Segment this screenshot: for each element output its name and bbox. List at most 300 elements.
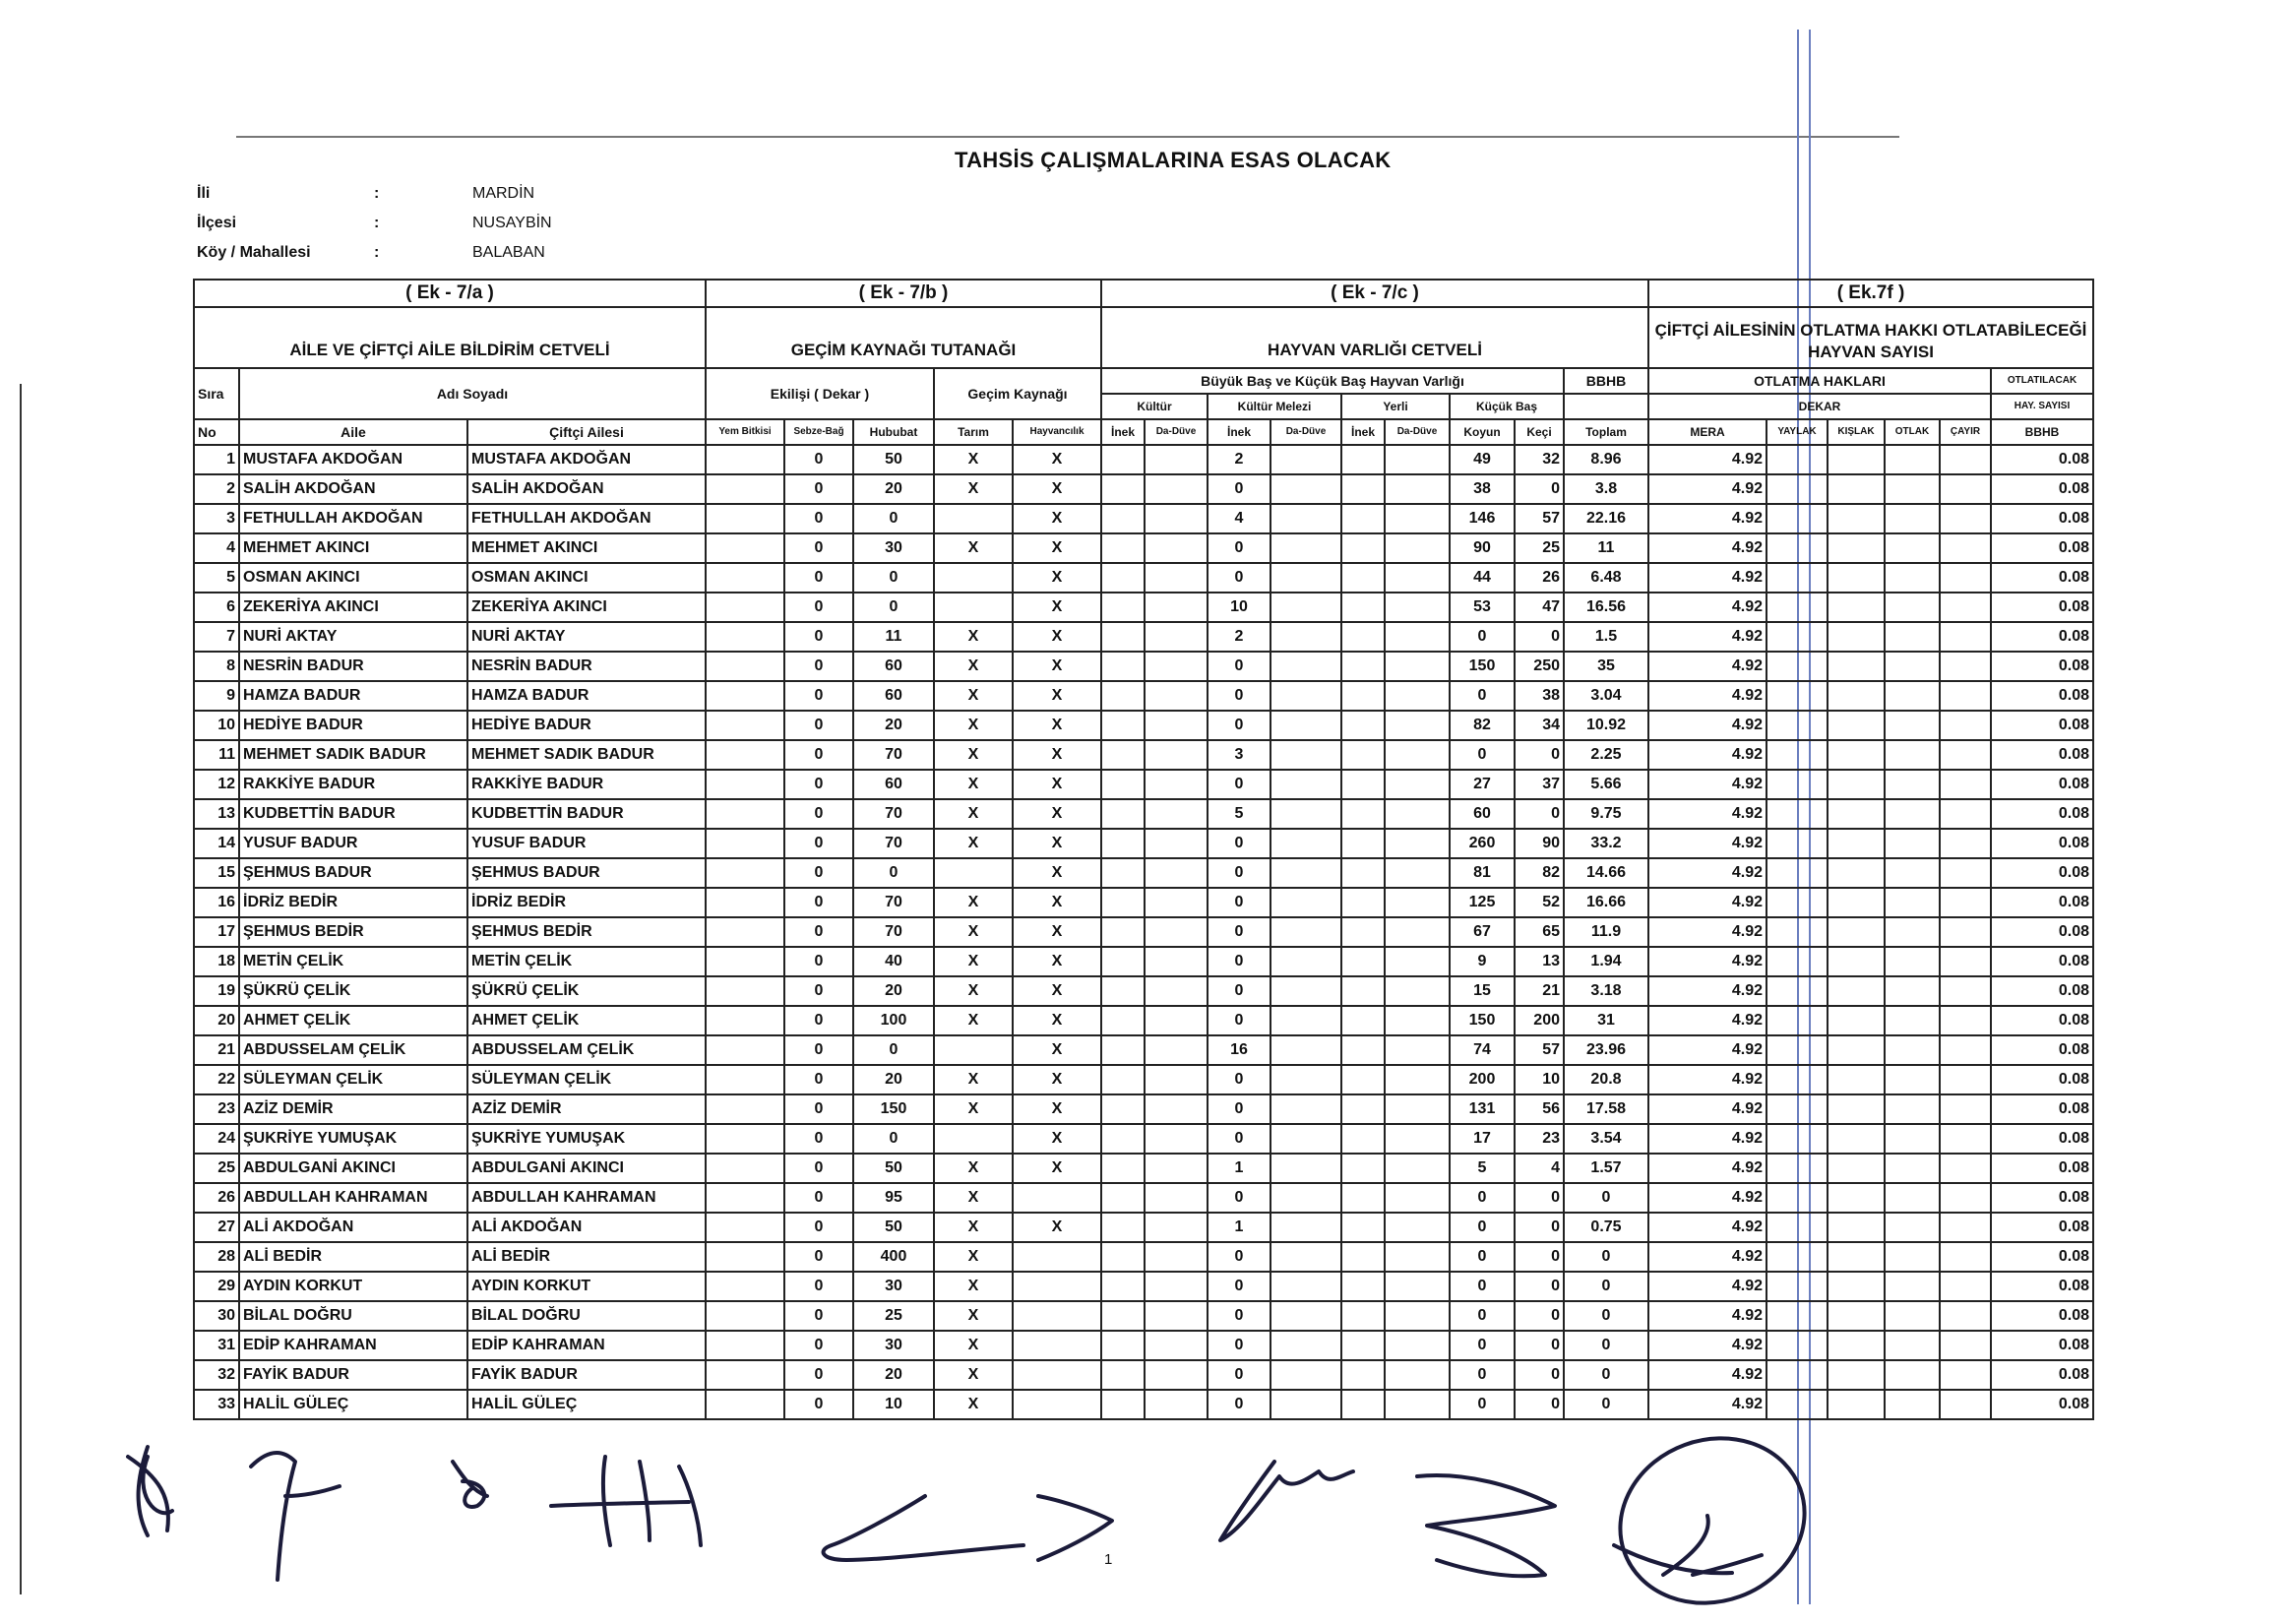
cell-hububat: 0 bbox=[853, 858, 934, 888]
cell-toplam: 17.58 bbox=[1564, 1094, 1648, 1124]
cell-keci: 0 bbox=[1515, 1331, 1564, 1360]
cell-ciftci-ailesi: AYDIN KORKUT bbox=[467, 1272, 706, 1301]
cell-toplam: 33.2 bbox=[1564, 829, 1648, 858]
section-otlatma: ÇİFTÇİ AİLESİNİN OTLATMA HAKKI OTLATABİLECEĞİ HAYVAN SAYISI bbox=[1648, 307, 2093, 368]
header-sira: Sıra bbox=[194, 368, 239, 419]
cell-koyun: 38 bbox=[1450, 474, 1515, 504]
cell-melez-inek: 0 bbox=[1208, 888, 1270, 917]
cell-keci: 21 bbox=[1515, 976, 1564, 1006]
cell-bbhb: 0.08 bbox=[1991, 711, 2093, 740]
signature-6 bbox=[1038, 1496, 1112, 1560]
cell-hububat: 40 bbox=[853, 947, 934, 976]
cell-aile: RAKKİYE BADUR bbox=[239, 770, 467, 799]
cell-tarim: X bbox=[934, 1094, 1013, 1124]
meta-value-koy: BALABAN bbox=[472, 244, 545, 261]
cell-hayvancilik: X bbox=[1013, 1154, 1101, 1183]
cell-aile: AYDIN KORKUT bbox=[239, 1272, 467, 1301]
cell-bbhb: 0.08 bbox=[1991, 976, 2093, 1006]
cell-melez-inek: 16 bbox=[1208, 1035, 1270, 1065]
meta-value-il: MARDİN bbox=[472, 185, 535, 202]
cell-mera: 4.92 bbox=[1648, 1242, 1766, 1272]
cell-koyun: 5 bbox=[1450, 1154, 1515, 1183]
cell-koyun: 0 bbox=[1450, 1301, 1515, 1331]
cell-bbhb: 0.08 bbox=[1991, 622, 2093, 652]
cell-ciftci-ailesi: FAYİK BADUR bbox=[467, 1360, 706, 1390]
cell-aile: MEHMET SADIK BADUR bbox=[239, 740, 467, 770]
cell-toplam: 16.66 bbox=[1564, 888, 1648, 917]
cell-sebze-bag: 0 bbox=[784, 976, 853, 1006]
cell-no: 15 bbox=[194, 858, 239, 888]
cell-hayvancilik: X bbox=[1013, 976, 1101, 1006]
cell-koyun: 53 bbox=[1450, 593, 1515, 622]
cell-no: 2 bbox=[194, 474, 239, 504]
cell-sebze-bag: 0 bbox=[784, 1154, 853, 1183]
cell-toplam: 2.25 bbox=[1564, 740, 1648, 770]
cell-no: 7 bbox=[194, 622, 239, 652]
cell-koyun: 90 bbox=[1450, 533, 1515, 563]
cell-hayvancilik: X bbox=[1013, 652, 1101, 681]
header-ek7c: ( Ek - 7/c ) bbox=[1101, 280, 1648, 307]
cell-sebze-bag: 0 bbox=[784, 504, 853, 533]
section-hayvan: HAYVAN VARLIĞI CETVELİ bbox=[1101, 307, 1648, 368]
cell-tarim: X bbox=[934, 1360, 1013, 1390]
cell-melez-inek: 5 bbox=[1208, 799, 1270, 829]
cell-mera: 4.92 bbox=[1648, 652, 1766, 681]
cell-hayvancilik: X bbox=[1013, 770, 1101, 799]
cell-mera: 4.92 bbox=[1648, 1065, 1766, 1094]
cell-toplam: 3.18 bbox=[1564, 976, 1648, 1006]
cell-toplam: 0 bbox=[1564, 1390, 1648, 1419]
cell-mera: 4.92 bbox=[1648, 1390, 1766, 1419]
col-hayvancilik: Hayvancılık bbox=[1013, 419, 1101, 445]
section-gecim: GEÇİM KAYNAĞI TUTANAĞI bbox=[706, 307, 1101, 368]
cell-bbhb: 0.08 bbox=[1991, 593, 2093, 622]
cell-melez-inek: 0 bbox=[1208, 563, 1270, 593]
signature-4 bbox=[551, 1457, 701, 1545]
col-kislak: KIŞLAK bbox=[1828, 419, 1885, 445]
cell-mera: 4.92 bbox=[1648, 1124, 1766, 1154]
cell-mera: 4.92 bbox=[1648, 593, 1766, 622]
cell-tarim: X bbox=[934, 711, 1013, 740]
cell-koyun: 0 bbox=[1450, 1331, 1515, 1360]
cell-no: 13 bbox=[194, 799, 239, 829]
cell-melez-inek: 2 bbox=[1208, 622, 1270, 652]
cell-aile: ALİ AKDOĞAN bbox=[239, 1213, 467, 1242]
cell-bbhb: 0.08 bbox=[1991, 740, 2093, 770]
cell-bbhb: 0.08 bbox=[1991, 1183, 2093, 1213]
cell-koyun: 15 bbox=[1450, 976, 1515, 1006]
cell-aile: HALİL GÜLEÇ bbox=[239, 1390, 467, 1419]
cell-toplam: 31 bbox=[1564, 1006, 1648, 1035]
header-ekilisi: Ekilişi ( Dekar ) bbox=[706, 368, 934, 419]
cell-hayvancilik: X bbox=[1013, 740, 1101, 770]
cell-sebze-bag: 0 bbox=[784, 1272, 853, 1301]
cell-ciftci-ailesi: ABDULGANİ AKINCI bbox=[467, 1154, 706, 1183]
cell-no: 25 bbox=[194, 1154, 239, 1183]
cell-hayvancilik: X bbox=[1013, 829, 1101, 858]
cell-hububat: 30 bbox=[853, 533, 934, 563]
col-toplam: Toplam bbox=[1564, 419, 1648, 445]
cell-toplam: 0 bbox=[1564, 1272, 1648, 1301]
cell-sebze-bag: 0 bbox=[784, 947, 853, 976]
cell-hububat: 0 bbox=[853, 1124, 934, 1154]
cell-ciftci-ailesi: METİN ÇELİK bbox=[467, 947, 706, 976]
cell-mera: 4.92 bbox=[1648, 829, 1766, 858]
cell-keci: 52 bbox=[1515, 888, 1564, 917]
cell-tarim: X bbox=[934, 770, 1013, 799]
cell-tarim: X bbox=[934, 1331, 1013, 1360]
cell-keci: 0 bbox=[1515, 1183, 1564, 1213]
cell-tarim: X bbox=[934, 652, 1013, 681]
cell-melez-inek: 2 bbox=[1208, 445, 1270, 474]
col-otlak: OTLAK bbox=[1885, 419, 1940, 445]
cell-melez-inek: 0 bbox=[1208, 1065, 1270, 1094]
cell-melez-inek: 1 bbox=[1208, 1154, 1270, 1183]
cell-tarim: X bbox=[934, 1390, 1013, 1419]
col-mera: MERA bbox=[1648, 419, 1766, 445]
cell-hayvancilik: X bbox=[1013, 504, 1101, 533]
cell-mera: 4.92 bbox=[1648, 533, 1766, 563]
cell-sebze-bag: 0 bbox=[784, 799, 853, 829]
cell-sebze-bag: 0 bbox=[784, 1390, 853, 1419]
cell-keci: 57 bbox=[1515, 504, 1564, 533]
cell-ciftci-ailesi: ABDULLAH KAHRAMAN bbox=[467, 1183, 706, 1213]
cell-hububat: 0 bbox=[853, 593, 934, 622]
cell-toplam: 0 bbox=[1564, 1331, 1648, 1360]
cell-hububat: 100 bbox=[853, 1006, 934, 1035]
cell-mera: 4.92 bbox=[1648, 563, 1766, 593]
cell-hububat: 60 bbox=[853, 770, 934, 799]
meta-value-ilce: NUSAYBİN bbox=[472, 215, 552, 231]
cell-keci: 34 bbox=[1515, 711, 1564, 740]
cell-sebze-bag: 0 bbox=[784, 622, 853, 652]
col-ciftci-ailesi: Çiftçi Ailesi bbox=[467, 419, 706, 445]
signature-9-stroke bbox=[1614, 1516, 1762, 1575]
cell-aile: NESRİN BADUR bbox=[239, 652, 467, 681]
cell-sebze-bag: 0 bbox=[784, 711, 853, 740]
cell-ciftci-ailesi: EDİP KAHRAMAN bbox=[467, 1331, 706, 1360]
cell-tarim: X bbox=[934, 1213, 1013, 1242]
cell-bbhb: 0.08 bbox=[1991, 652, 2093, 681]
cell-hububat: 60 bbox=[853, 681, 934, 711]
cell-hububat: 95 bbox=[853, 1183, 934, 1213]
cell-no: 5 bbox=[194, 563, 239, 593]
cell-hububat: 50 bbox=[853, 1154, 934, 1183]
cell-koyun: 49 bbox=[1450, 445, 1515, 474]
cell-sebze-bag: 0 bbox=[784, 474, 853, 504]
cell-hayvancilik: X bbox=[1013, 858, 1101, 888]
cell-tarim: X bbox=[934, 474, 1013, 504]
cell-sebze-bag: 0 bbox=[784, 533, 853, 563]
cell-tarim: X bbox=[934, 976, 1013, 1006]
cell-mera: 4.92 bbox=[1648, 947, 1766, 976]
header-hay-sayisi: HAY. SAYISI bbox=[1991, 394, 2093, 419]
cell-tarim: X bbox=[934, 947, 1013, 976]
cell-no: 11 bbox=[194, 740, 239, 770]
cell-aile: OSMAN AKINCI bbox=[239, 563, 467, 593]
meta-colon: : bbox=[374, 244, 380, 261]
cell-aile: AZİZ DEMİR bbox=[239, 1094, 467, 1124]
cell-toplam: 35 bbox=[1564, 652, 1648, 681]
cell-melez-inek: 0 bbox=[1208, 858, 1270, 888]
header-ek7f: ( Ek.7f ) bbox=[1648, 280, 2093, 307]
col-kultur-inek: İnek bbox=[1101, 419, 1145, 445]
cell-sebze-bag: 0 bbox=[784, 681, 853, 711]
col-yem-bitkisi: Yem Bitkisi bbox=[706, 419, 784, 445]
cell-sebze-bag: 0 bbox=[784, 1035, 853, 1065]
cell-hububat: 0 bbox=[853, 563, 934, 593]
col-hububat: Hububat bbox=[853, 419, 934, 445]
cell-hububat: 70 bbox=[853, 917, 934, 947]
cell-sebze-bag: 0 bbox=[784, 1360, 853, 1390]
cell-mera: 4.92 bbox=[1648, 474, 1766, 504]
cell-sebze-bag: 0 bbox=[784, 1213, 853, 1242]
cell-hububat: 20 bbox=[853, 474, 934, 504]
cell-aile: ABDUSSELAM ÇELİK bbox=[239, 1035, 467, 1065]
cell-keci: 26 bbox=[1515, 563, 1564, 593]
cell-toplam: 11 bbox=[1564, 533, 1648, 563]
cell-keci: 0 bbox=[1515, 1242, 1564, 1272]
cell-hububat: 70 bbox=[853, 888, 934, 917]
cell-hububat: 0 bbox=[853, 1035, 934, 1065]
cell-melez-inek: 0 bbox=[1208, 770, 1270, 799]
cell-bbhb: 0.08 bbox=[1991, 888, 2093, 917]
header-kultur: Kültür bbox=[1101, 394, 1208, 419]
header-bbhb: BBHB bbox=[1564, 368, 1648, 394]
cell-tarim: X bbox=[934, 917, 1013, 947]
cell-hayvancilik: X bbox=[1013, 1213, 1101, 1242]
cell-keci: 0 bbox=[1515, 474, 1564, 504]
cell-keci: 200 bbox=[1515, 1006, 1564, 1035]
cell-toplam: 6.48 bbox=[1564, 563, 1648, 593]
cell-bbhb: 0.08 bbox=[1991, 1035, 2093, 1065]
cell-aile: HEDİYE BADUR bbox=[239, 711, 467, 740]
cell-hububat: 30 bbox=[853, 1272, 934, 1301]
col-bbhb: BBHB bbox=[1991, 419, 2093, 445]
cell-ciftci-ailesi: ŞUKRİYE YUMUŞAK bbox=[467, 1124, 706, 1154]
cell-toplam: 10.92 bbox=[1564, 711, 1648, 740]
cell-bbhb: 0.08 bbox=[1991, 1272, 2093, 1301]
cell-ciftci-ailesi: HAMZA BADUR bbox=[467, 681, 706, 711]
cell-melez-inek: 0 bbox=[1208, 1094, 1270, 1124]
cell-no: 30 bbox=[194, 1301, 239, 1331]
cell-melez-inek: 3 bbox=[1208, 740, 1270, 770]
cell-bbhb: 0.08 bbox=[1991, 474, 2093, 504]
cell-aile: SALİH AKDOĞAN bbox=[239, 474, 467, 504]
cell-keci: 4 bbox=[1515, 1154, 1564, 1183]
cell-keci: 0 bbox=[1515, 740, 1564, 770]
cell-ciftci-ailesi: SÜLEYMAN ÇELİK bbox=[467, 1065, 706, 1094]
cell-mera: 4.92 bbox=[1648, 1331, 1766, 1360]
cell-bbhb: 0.08 bbox=[1991, 947, 2093, 976]
cell-toplam: 3.04 bbox=[1564, 681, 1648, 711]
header-yerli: Yerli bbox=[1341, 394, 1450, 419]
meta-label-ilce: İlçesi bbox=[197, 215, 237, 231]
cell-mera: 4.92 bbox=[1648, 1183, 1766, 1213]
cell-bbhb: 0.08 bbox=[1991, 829, 2093, 858]
cell-no: 26 bbox=[194, 1183, 239, 1213]
col-sebze-bag: Sebze-Bağ bbox=[784, 419, 853, 445]
document-title: TAHSİS ÇALIŞMALARINA ESAS OLACAK bbox=[955, 148, 1392, 172]
cell-hububat: 20 bbox=[853, 976, 934, 1006]
cell-no: 21 bbox=[194, 1035, 239, 1065]
cell-tarim: X bbox=[934, 1006, 1013, 1035]
cell-no: 10 bbox=[194, 711, 239, 740]
cell-hububat: 0 bbox=[853, 504, 934, 533]
cell-melez-inek: 0 bbox=[1208, 1301, 1270, 1331]
cell-toplam: 0.75 bbox=[1564, 1213, 1648, 1242]
col-yerli-da-duve: Da-Düve bbox=[1385, 419, 1450, 445]
cell-aile: ŞEHMUS BEDİR bbox=[239, 917, 467, 947]
cell-hububat: 25 bbox=[853, 1301, 934, 1331]
cell-hayvancilik: X bbox=[1013, 917, 1101, 947]
cell-hububat: 20 bbox=[853, 711, 934, 740]
cell-bbhb: 0.08 bbox=[1991, 799, 2093, 829]
cell-toplam: 0 bbox=[1564, 1242, 1648, 1272]
col-melez-da-duve: Da-Düve bbox=[1270, 419, 1341, 445]
cell-hububat: 20 bbox=[853, 1360, 934, 1390]
cell-mera: 4.92 bbox=[1648, 1035, 1766, 1065]
cell-aile: FAYİK BADUR bbox=[239, 1360, 467, 1390]
cell-keci: 0 bbox=[1515, 622, 1564, 652]
cell-mera: 4.92 bbox=[1648, 1094, 1766, 1124]
cell-mera: 4.92 bbox=[1648, 1213, 1766, 1242]
cell-no: 16 bbox=[194, 888, 239, 917]
cell-sebze-bag: 0 bbox=[784, 770, 853, 799]
cell-toplam: 0 bbox=[1564, 1301, 1648, 1331]
cell-mera: 4.92 bbox=[1648, 1301, 1766, 1331]
cell-sebze-bag: 0 bbox=[784, 1094, 853, 1124]
cell-toplam: 8.96 bbox=[1564, 445, 1648, 474]
header-gecim-kaynagi: Geçim Kaynağı bbox=[934, 368, 1101, 419]
header-otlatilacak: OTLATILACAK bbox=[1991, 368, 2093, 394]
cell-koyun: 0 bbox=[1450, 740, 1515, 770]
cell-toplam: 1.94 bbox=[1564, 947, 1648, 976]
cell-keci: 37 bbox=[1515, 770, 1564, 799]
cell-keci: 47 bbox=[1515, 593, 1564, 622]
col-yaylak: YAYLAK bbox=[1766, 419, 1828, 445]
cell-aile: KUDBETTİN BADUR bbox=[239, 799, 467, 829]
cell-ciftci-ailesi: ŞEHMUS BEDİR bbox=[467, 917, 706, 947]
cell-sebze-bag: 0 bbox=[784, 829, 853, 858]
cell-koyun: 0 bbox=[1450, 1183, 1515, 1213]
cell-hayvancilik: X bbox=[1013, 474, 1101, 504]
cell-no: 28 bbox=[194, 1242, 239, 1272]
cell-hububat: 70 bbox=[853, 799, 934, 829]
cell-keci: 82 bbox=[1515, 858, 1564, 888]
cell-no: 32 bbox=[194, 1360, 239, 1390]
cell-aile: ŞEHMUS BADUR bbox=[239, 858, 467, 888]
cell-bbhb: 0.08 bbox=[1991, 1331, 2093, 1360]
cell-toplam: 1.57 bbox=[1564, 1154, 1648, 1183]
cell-bbhb: 0.08 bbox=[1991, 1242, 2093, 1272]
cell-mera: 4.92 bbox=[1648, 888, 1766, 917]
cell-ciftci-ailesi: İDRİZ BEDİR bbox=[467, 888, 706, 917]
cell-koyun: 125 bbox=[1450, 888, 1515, 917]
cell-tarim: X bbox=[934, 445, 1013, 474]
cell-hayvancilik: X bbox=[1013, 533, 1101, 563]
cell-sebze-bag: 0 bbox=[784, 1065, 853, 1094]
signature-3 bbox=[453, 1462, 487, 1507]
cell-mera: 4.92 bbox=[1648, 740, 1766, 770]
cell-aile: HAMZA BADUR bbox=[239, 681, 467, 711]
col-kultur-da-duve: Da-Düve bbox=[1145, 419, 1208, 445]
cell-no: 20 bbox=[194, 1006, 239, 1035]
cell-no: 8 bbox=[194, 652, 239, 681]
cell-aile: BİLAL DOĞRU bbox=[239, 1301, 467, 1331]
cell-tarim: X bbox=[934, 622, 1013, 652]
cell-toplam: 0 bbox=[1564, 1360, 1648, 1390]
cell-hayvancilik: X bbox=[1013, 445, 1101, 474]
cell-aile: ALİ BEDİR bbox=[239, 1242, 467, 1272]
cell-keci: 0 bbox=[1515, 799, 1564, 829]
cell-koyun: 82 bbox=[1450, 711, 1515, 740]
cell-no: 17 bbox=[194, 917, 239, 947]
cell-ciftci-ailesi: RAKKİYE BADUR bbox=[467, 770, 706, 799]
cell-koyun: 200 bbox=[1450, 1065, 1515, 1094]
cell-keci: 32 bbox=[1515, 445, 1564, 474]
cell-koyun: 146 bbox=[1450, 504, 1515, 533]
cell-hayvancilik: X bbox=[1013, 1035, 1101, 1065]
col-aile: Aile bbox=[239, 419, 467, 445]
cell-aile: YUSUF BADUR bbox=[239, 829, 467, 858]
cell-melez-inek: 10 bbox=[1208, 593, 1270, 622]
cell-keci: 25 bbox=[1515, 533, 1564, 563]
cell-koyun: 0 bbox=[1450, 622, 1515, 652]
cell-melez-inek: 0 bbox=[1208, 976, 1270, 1006]
cell-mera: 4.92 bbox=[1648, 976, 1766, 1006]
cell-hayvancilik: X bbox=[1013, 947, 1101, 976]
cell-koyun: 17 bbox=[1450, 1124, 1515, 1154]
cell-melez-inek: 0 bbox=[1208, 829, 1270, 858]
cell-no: 22 bbox=[194, 1065, 239, 1094]
cell-tarim: X bbox=[934, 533, 1013, 563]
cell-ciftci-ailesi: HALİL GÜLEÇ bbox=[467, 1390, 706, 1419]
cell-bbhb: 0.08 bbox=[1991, 504, 2093, 533]
cell-hayvancilik: X bbox=[1013, 563, 1101, 593]
cell-tarim: X bbox=[934, 1301, 1013, 1331]
cell-mera: 4.92 bbox=[1648, 770, 1766, 799]
meta-label-koy: Köy / Mahallesi bbox=[197, 244, 311, 261]
header-adi-soyadi: Adı Soyadı bbox=[239, 368, 706, 419]
meta-colon: : bbox=[374, 185, 380, 202]
cell-hububat: 11 bbox=[853, 622, 934, 652]
cell-toplam: 20.8 bbox=[1564, 1065, 1648, 1094]
cell-keci: 250 bbox=[1515, 652, 1564, 681]
cell-ciftci-ailesi: YUSUF BADUR bbox=[467, 829, 706, 858]
cell-tarim: X bbox=[934, 1272, 1013, 1301]
cell-toplam: 3.54 bbox=[1564, 1124, 1648, 1154]
cell-no: 9 bbox=[194, 681, 239, 711]
cell-melez-inek: 4 bbox=[1208, 504, 1270, 533]
header-dekar: DEKAR bbox=[1648, 394, 1991, 419]
cell-toplam: 16.56 bbox=[1564, 593, 1648, 622]
cell-ciftci-ailesi: MEHMET SADIK BADUR bbox=[467, 740, 706, 770]
cell-melez-inek: 0 bbox=[1208, 652, 1270, 681]
cell-melez-inek: 0 bbox=[1208, 1006, 1270, 1035]
cell-toplam: 22.16 bbox=[1564, 504, 1648, 533]
cell-hububat: 20 bbox=[853, 1065, 934, 1094]
cell-tarim: X bbox=[934, 888, 1013, 917]
cell-aile: MUSTAFA AKDOĞAN bbox=[239, 445, 467, 474]
col-tarim: Tarım bbox=[934, 419, 1013, 445]
cell-sebze-bag: 0 bbox=[784, 593, 853, 622]
cell-aile: METİN ÇELİK bbox=[239, 947, 467, 976]
cell-tarim: X bbox=[934, 829, 1013, 858]
cell-bbhb: 0.08 bbox=[1991, 1154, 2093, 1183]
cell-sebze-bag: 0 bbox=[784, 652, 853, 681]
cell-tarim: X bbox=[934, 1183, 1013, 1213]
